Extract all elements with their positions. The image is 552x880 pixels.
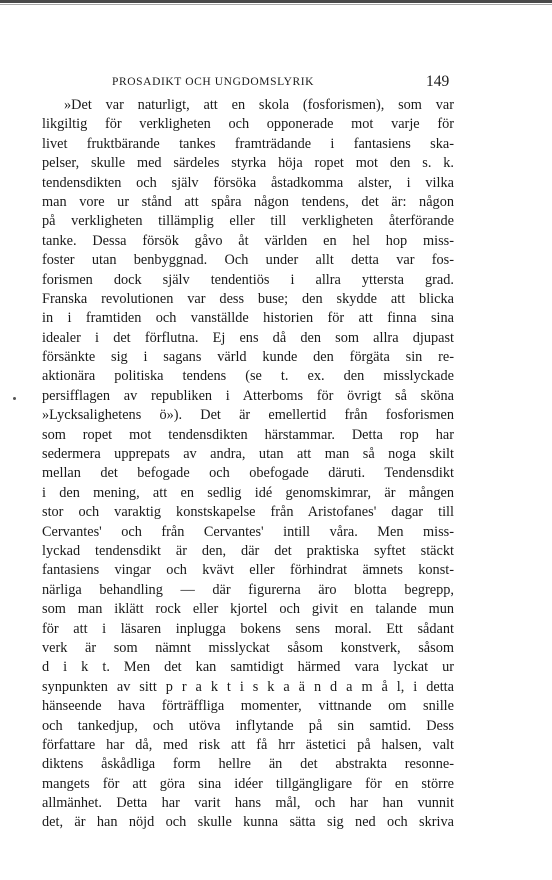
text-line: hänseende hava förträffliga momenter, vittnande om snille: [42, 698, 454, 715]
text-line: lyckad tendensdikt är den, där det praktiska syftet stäckt: [42, 542, 454, 559]
page-number: 149: [426, 73, 450, 90]
text-line: för att i läsaren inplugga bokens sens moral. Ett sådant: [42, 620, 454, 637]
text-line: mangets för att göra sina idéer tillgängligare för en större: [42, 775, 454, 792]
text-line: författare har då, med risk att få hrr ästetici på halsen, valt: [42, 736, 454, 753]
text-line: fantasiens vingar och kvävt eller förhindrat ämnets konst-: [42, 562, 454, 579]
text-line: i den mening, att en sedlig idé genomskimrar, är mången: [42, 484, 454, 501]
text-line: stor och varaktig konstskapelse från Aristofanes' dagar till: [42, 504, 454, 521]
text-line: »Lycksalighetens ö»). Det är emellertid från fosforismen: [42, 407, 454, 424]
text-line: sedermera upprepats av andra, utan att man så noga skilt: [42, 446, 454, 463]
text-line: Franska revolutionen var dess buse; den skydde att blicka: [42, 290, 454, 307]
text-line: mellan det befogade och obefogade däruti. Tendensdikt: [42, 465, 454, 482]
text-line: verk är som nämnt misslyckat såsom konstverk, såsom: [42, 639, 454, 656]
text-line: och tankedjup, och utöva inflytande på sin samtid. Dess: [42, 717, 454, 734]
text-line: synpunkten av sitt p r a k t i s k a ä n d a m å l, i detta: [42, 678, 454, 695]
text-line: foster utan benbyggnad. Och under allt detta var fos-: [42, 252, 454, 269]
page-top-edge: [0, 0, 552, 10]
running-head: PROSADIKT OCH UNGDOMSLYRIK: [112, 76, 315, 88]
text-line: tendensdikten och själv försöka åstadkomma alster, i vilka: [42, 174, 454, 191]
text-line: forismen dock själv tendentiös i allra yttersta grad.: [42, 271, 454, 288]
text-line: som man iklätt rock eller kjortel och givit en talande mun: [42, 601, 454, 618]
text-line: allmänhet. Detta har varit hans mål, och har han vunnit: [42, 795, 454, 812]
text-line: det, är han nöjd och skulle kunna sätta sig ned och skriva: [42, 814, 454, 831]
text-line: som ropet mot tendensdikten härstammar. Detta rop har: [42, 426, 454, 443]
text-line: idealer i det förflutna. Ej ens då den som allra djupast: [42, 329, 454, 346]
page-header: [0, 73, 552, 93]
text-line: försänkte sig i sagans värld kunde den förgäta sin re-: [42, 349, 454, 366]
text-line: livet fruktbärande tankes framträdande i fantasiens ska-: [42, 135, 454, 152]
text-line: likgiltig för verkligheten och opponerade mot varje för: [42, 116, 454, 133]
text-line: aktionära politiska tendens (se t. ex. den misslyckade: [42, 368, 454, 385]
text-line: diktens åskådliga form hellre än det abstrakta resonne-: [42, 756, 454, 773]
text-line: pelser, skulle med särdeles styrka höja ropet mot den s. k.: [42, 155, 454, 172]
text-line: närliga behandling — där figurerna äro blotta begrepp,: [42, 581, 454, 598]
margin-dot: [13, 397, 16, 400]
text-line: »Det var naturligt, att en skola (fosforismen), som var: [64, 97, 454, 113]
text-line: d i k t. Men det kan samtidigt härmed vara lyckat ur: [42, 659, 454, 676]
text-line: in i framtiden och vanställde historien för att finna sina: [42, 310, 454, 327]
text-line: på verkligheten tillämplig eller till verkligheten återförande: [42, 213, 454, 230]
text-line: tanke. Dessa försök gåvo åt världen en hel hop miss-: [42, 232, 454, 249]
text-line: Cervantes' och från Cervantes' intill våra. Men miss-: [42, 523, 454, 540]
text-line: man vore ur stånd att spåra någon tendens, det är: någon: [42, 193, 454, 210]
text-line: persifflagen av republiken i Atterboms för övrigt så sköna: [42, 387, 454, 404]
body-text: [42, 96, 454, 833]
